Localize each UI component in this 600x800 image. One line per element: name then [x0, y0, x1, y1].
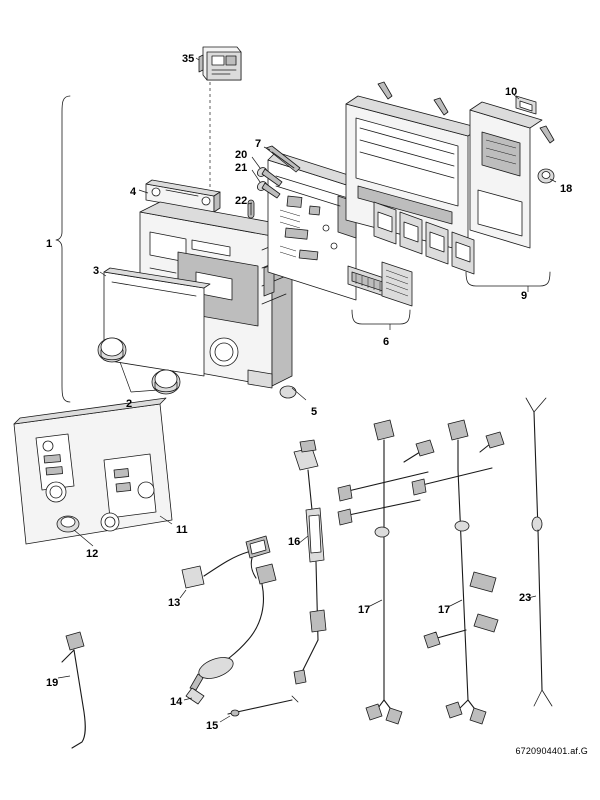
- part-18: [538, 169, 554, 183]
- part-19: [62, 632, 85, 748]
- document-code: 6720904401.af.G: [515, 746, 588, 756]
- callout-17-left: 17: [358, 604, 371, 616]
- callout-22: 22: [235, 195, 248, 207]
- callout-10: 10: [505, 86, 518, 98]
- part-11-panel: [14, 398, 172, 544]
- callout-18: 18: [560, 183, 573, 195]
- part-17-right: [412, 420, 504, 724]
- callout-23: 23: [519, 592, 532, 604]
- callout-9: 9: [521, 290, 528, 302]
- callout-14: 14: [170, 696, 183, 708]
- callout-7: 7: [255, 138, 262, 150]
- callout-11: 11: [176, 524, 188, 536]
- part-22-pin: [248, 200, 254, 218]
- callout-3: 3: [93, 265, 100, 277]
- part-13: [182, 536, 276, 588]
- callout-20: 20: [235, 149, 248, 161]
- callout-1: 1: [46, 238, 53, 250]
- callout-17-right: 17: [438, 604, 451, 616]
- part-17-left: [338, 420, 434, 724]
- callout-35: 35: [182, 53, 195, 65]
- callout-16: 16: [288, 536, 301, 548]
- callout-15: 15: [206, 720, 219, 732]
- part-15: [228, 696, 298, 716]
- callout-12: 12: [86, 548, 99, 560]
- callout-13: 13: [168, 597, 181, 609]
- callout-5: 5: [311, 406, 318, 418]
- callout-21: 21: [235, 162, 248, 174]
- callout-2: 2: [126, 398, 133, 410]
- part-14: [186, 584, 263, 704]
- callout-4: 4: [130, 186, 137, 198]
- part-23: [526, 398, 552, 706]
- part-9-frame: [346, 82, 554, 274]
- callout-6: 6: [383, 336, 390, 348]
- part-35: [199, 47, 241, 80]
- callout-19: 19: [46, 677, 59, 689]
- part-16: [294, 440, 326, 684]
